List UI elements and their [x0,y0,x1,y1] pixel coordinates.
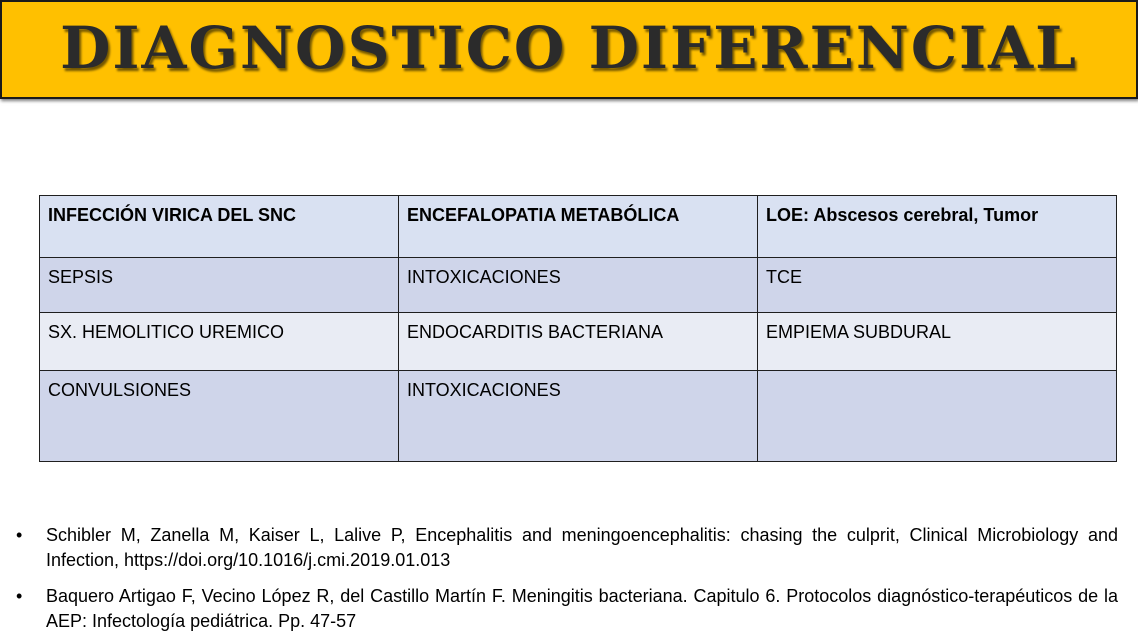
table-cell: SX. HEMOLITICO UREMICO [40,313,399,371]
table-cell: LOE: Abscesos cerebral, Tumor [758,196,1117,258]
title-banner [0,0,1138,99]
table-row [40,258,1117,313]
table-row [40,371,1117,462]
reference-item [16,523,1118,573]
differential-diagnosis-table [39,195,1117,462]
table-cell: INTOXICACIONES [399,371,758,462]
reference-item [16,584,1118,634]
table-cell: ENDOCARDITIS BACTERIANA [399,313,758,371]
table-row [40,313,1117,371]
table-cell: INTOXICACIONES [399,258,758,313]
page-title: DIAGNOSTICO DIFERENCIAL [60,13,1078,82]
bullet-icon: • [16,525,23,545]
reference-text: Schibler M, Zanella M, Kaiser L, Lalive P, Encephalitis and meningoencephalitis: chasing the culprit, Clinical Microbiology and Infection, https://doi.org/10.1016/j.cmi.2019.01.013 [46,525,1118,570]
table-cell [758,371,1117,462]
table-cell: INFECCIÓN VIRICA DEL SNC [40,196,399,258]
reference-text: Baquero Artigao F, Vecino López R, del Castillo Martín F. Meningitis bacteriana. Capitulo 6. Protocolos diagnóstico-terapéuticos de la AEP: Infectología pediátrica. Pp. 47-57 [46,586,1118,631]
table-cell: CONVULSIONES [40,371,399,462]
table-cell: EMPIEMA SUBDURAL [758,313,1117,371]
table-row [40,196,1117,258]
references-list [16,523,1118,640]
bullet-icon: • [16,586,23,606]
table-cell: TCE [758,258,1117,313]
table-cell: SEPSIS [40,258,399,313]
table-cell: ENCEFALOPATIA METABÓLICA [399,196,758,258]
